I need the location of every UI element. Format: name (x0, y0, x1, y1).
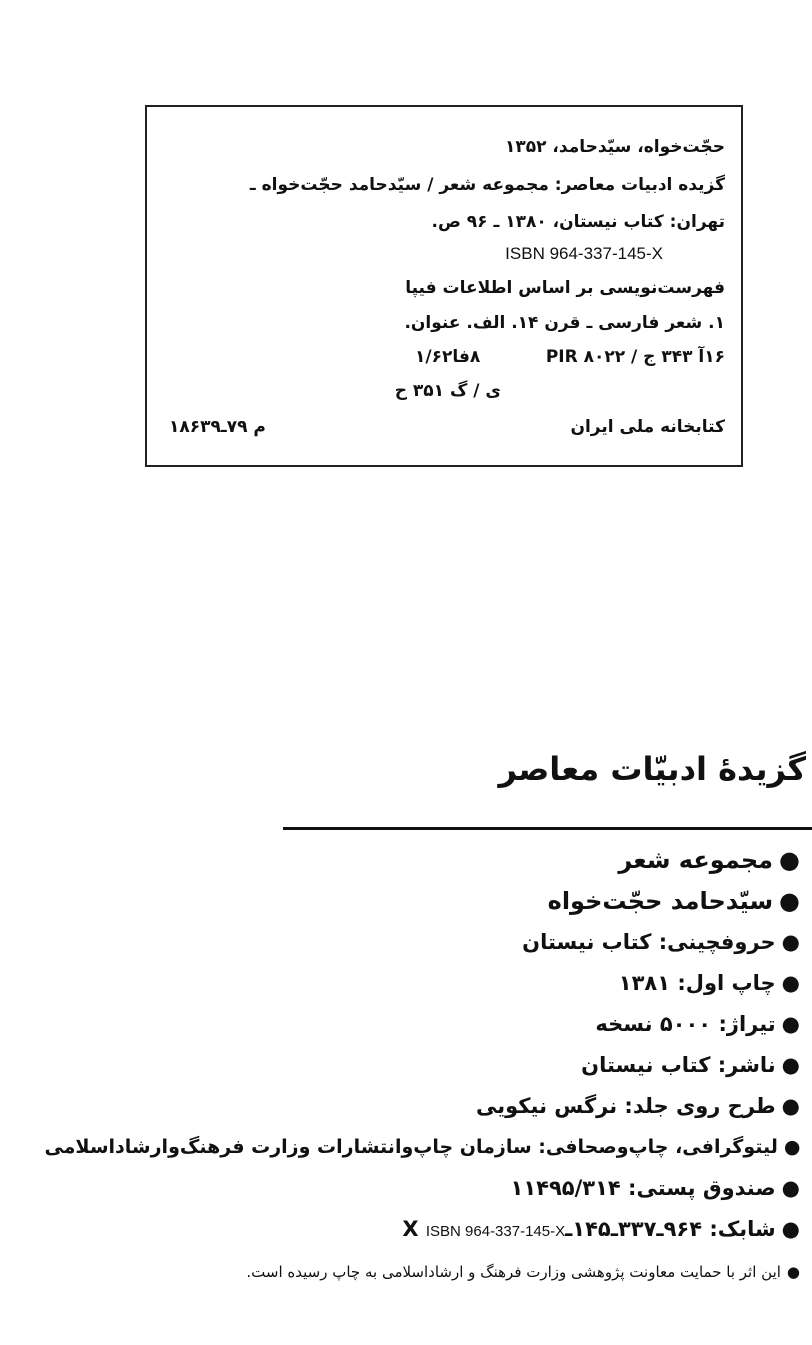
list-item (402, 1217, 800, 1241)
item-text: چاپ اول: ۱۳۸۱ (618, 971, 776, 995)
cip-lc-number: ۱۶آ ۳۴۳ ج / PIR ۸۰۲۲ (545, 347, 725, 367)
item-text: حروفچینی: کتاب نیستان (522, 930, 776, 954)
bullet-icon: ● (781, 971, 800, 995)
bullet-icon: ● (779, 887, 800, 915)
cip-cutter: ی / گ ۳۵۱ ح (394, 381, 501, 401)
list-item (581, 1053, 800, 1077)
bullet-icon: ● (781, 1012, 800, 1036)
item-text: تیراژ: ۵۰۰۰ نسخه (595, 1012, 776, 1036)
item-text: ناشر: کتاب نیستان (581, 1053, 776, 1077)
item-text: طرح روی جلد: نرگس نیکویی (476, 1094, 776, 1118)
item-text: لیتوگرافی، چاپ‌وصحافی: سازمان چاپ‌وانتشارات وزارت فرهنگ‌وارشاداسلامی (44, 1136, 778, 1158)
bullet-icon: ● (781, 1217, 800, 1241)
bullet-icon: ● (781, 1094, 800, 1118)
cip-box (145, 105, 743, 467)
isbn-latin: ISBN 964-337-145-X (425, 1223, 566, 1240)
cip-subject: ۱. شعر فارسی ـ قرن ۱۴. الف. عنوان. (404, 313, 725, 333)
item-text: شابک: ۹۶۴ـ۳۳۷ـ۱۴۵ـX (402, 1217, 776, 1241)
bullet-icon: ● (781, 1176, 800, 1200)
cip-cataloging-note: فهرست‌نویسی بر اساس اطلاعات فیپا (405, 278, 725, 298)
cip-dewey: ۸فا۱/۶۲ (415, 347, 481, 367)
bullet-icon: ● (781, 930, 800, 954)
bullet-icon: ● (786, 1263, 800, 1281)
cip-library: کتابخانه ملی ایران (570, 417, 725, 437)
cip-author: حجّت‌خواه، سیّدحامد، ۱۳۵۲ (505, 137, 725, 157)
note-text: این اثر با حمایت معاونت پژوهشی وزارت فرهنگ و ارشاداسلامی به چاپ رسیده است. (246, 1263, 781, 1281)
item-text: صندوق پستی: ۱۱۴۹۵/۳۱۴ (510, 1176, 776, 1200)
book-title: گزیدهٔ ادبیّات معاصر (498, 750, 806, 788)
bullet-icon: ● (779, 846, 800, 874)
list-item (548, 887, 800, 915)
list-item (511, 1176, 800, 1200)
list-item (522, 930, 800, 954)
cip-publication: تهران: کتاب نیستان، ۱۳۸۰ ـ ۹۶ ص. (431, 212, 725, 232)
item-text: مجموعه شعر (618, 846, 774, 874)
list-item (618, 846, 800, 874)
item-text: سیّدحامد حجّت‌خواه (547, 887, 774, 915)
cip-title: گزیده ادبیات معاصر: مجموعه شعر / سیّدحامد حجّت‌خواه ـ (249, 175, 725, 195)
cip-library-number: م ۷۹ـ۱۸۶۳۹ (169, 417, 266, 437)
support-note (246, 1263, 800, 1281)
cip-isbn: ISBN 964-337-145-X (505, 244, 663, 263)
title-rule (283, 827, 812, 830)
bullet-icon: ● (781, 1053, 800, 1077)
list-item (476, 1094, 800, 1118)
bullet-icon: ● (783, 1136, 800, 1158)
list-item (44, 1136, 800, 1158)
list-item (595, 1012, 800, 1036)
list-item (619, 971, 800, 995)
